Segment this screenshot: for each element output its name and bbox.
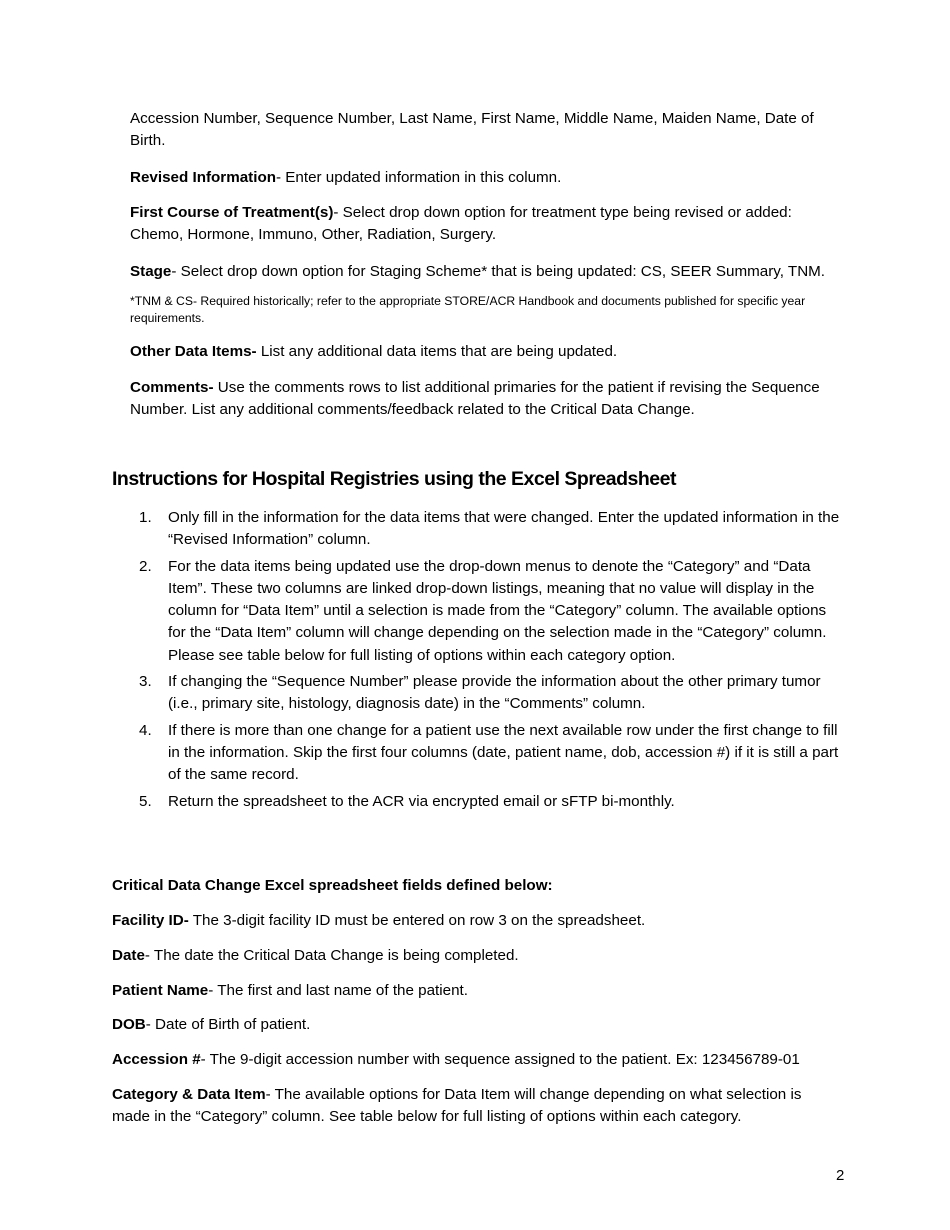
comments-definition xyxy=(130,377,850,421)
step-text: Only fill in the information for the data items that were changed. Enter the updated information in the “Revised Information” column. xyxy=(168,509,840,549)
other-data-items-definition xyxy=(130,341,845,363)
instruction-step xyxy=(112,671,842,716)
staging-footnote: *TNM & CS- Required historically; refer to the appropriate STORE/ACR Handbook and documents published for specific year requirements. xyxy=(130,294,806,325)
first-course-label: First Course of Treatment(s) xyxy=(130,204,334,221)
other-data-items-label: Other Data Items- xyxy=(130,343,257,360)
instructions-list xyxy=(112,507,842,817)
revised-information-definition xyxy=(130,167,845,189)
facility-id-definition xyxy=(112,910,842,932)
accession-text: - The 9-digit accession number with sequence assigned to the patient. Ex: 123456789-01 xyxy=(200,1051,800,1068)
date-label: Date xyxy=(112,947,145,964)
spreadsheet-fields-heading: Critical Data Change Excel spreadsheet fields defined below: xyxy=(112,877,553,894)
accession-definition xyxy=(112,1049,842,1071)
stage-definition xyxy=(130,261,845,283)
page-number: 2 xyxy=(836,1167,845,1184)
revised-information-text: - Enter updated information in this column. xyxy=(276,169,562,186)
facility-id-text: The 3-digit facility ID must be entered on row 3 on the spreadsheet. xyxy=(188,912,646,929)
dob-text: - Date of Birth of patient. xyxy=(145,1016,311,1033)
patient-name-label: Patient Name xyxy=(112,982,209,999)
revised-information-label: Revised Information xyxy=(130,169,276,186)
patient-name-definition xyxy=(112,980,842,1002)
step-number: 2. xyxy=(139,557,152,575)
step-number: 3. xyxy=(139,673,152,691)
dob-label: DOB xyxy=(112,1016,146,1033)
instruction-step xyxy=(112,720,842,787)
step-number: 4. xyxy=(139,721,152,739)
comments-label: Comments- xyxy=(130,379,214,396)
step-text: Return the spreadsheet to the ACR via encrypted email or sFTP bi-monthly. xyxy=(168,792,675,810)
instruction-step xyxy=(112,791,842,813)
category-data-item-definition xyxy=(112,1084,842,1128)
dob-definition xyxy=(112,1014,842,1036)
other-data-items-text: List any additional data items that are being updated. xyxy=(256,343,618,360)
first-course-definition xyxy=(130,202,845,246)
date-definition xyxy=(112,945,842,967)
fields-list-text: Accession Number, Sequence Number, Last Name, First Name, Middle Name, Maiden Name, Date of Birth. xyxy=(130,110,814,149)
stage-text: - Select drop down option for Staging Scheme* that is being updated: CS, SEER Summary, TNM. xyxy=(171,263,826,280)
stage-label: Stage xyxy=(130,263,172,280)
instruction-step xyxy=(112,556,842,667)
patient-name-text: - The first and last name of the patient. xyxy=(208,982,468,999)
accession-label: Accession # xyxy=(112,1051,201,1068)
facility-id-label: Facility ID- xyxy=(112,912,189,929)
step-text: If changing the “Sequence Number” please provide the information about the other primary tumor (i.e., primary site, histology, diagnosis date) in the “Comments” column. xyxy=(168,673,821,713)
step-text: For the data items being updated use the drop-down menus to denote the “Category” and “Data Item”. These two columns are linked drop-down listings, meaning that no value will display in the column for “Data Item” until a selection is made from the “Category” column. The available options for the “Data Item” column will change depending on the selection made in the “Category” column. Please see table below for full listing of options within each category option. xyxy=(168,557,827,664)
instructions-heading: Instructions for Hospital Registries using the Excel Spreadsheet xyxy=(112,468,676,490)
step-number: 1. xyxy=(139,509,152,526)
step-number: 5. xyxy=(139,792,152,810)
category-data-item-text: - The available options for Data Item will change depending on what selection is made in the “Category” column. See table below for full listing of options within each category. xyxy=(112,1086,802,1125)
category-data-item-label: Category & Data Item xyxy=(112,1086,266,1103)
instruction-step xyxy=(112,507,842,552)
first-course-text: - Select drop down option for treatment type being revised or added: Chemo, Hormone, Immuno, Other, Radiation, Surgery. xyxy=(130,204,792,243)
step-text: If there is more than one change for a patient use the next available row under the first change to fill in the information. Skip the first four columns (date, patient name, dob, accession #) if it is still a part of the same record. xyxy=(168,721,839,784)
comments-text: Use the comments rows to list additional primaries for the patient if revising the Sequence Number. List any additional comments/feedback related to the Critical Data Change. xyxy=(130,379,820,418)
date-text: - The date the Critical Data Change is being completed. xyxy=(144,947,519,964)
